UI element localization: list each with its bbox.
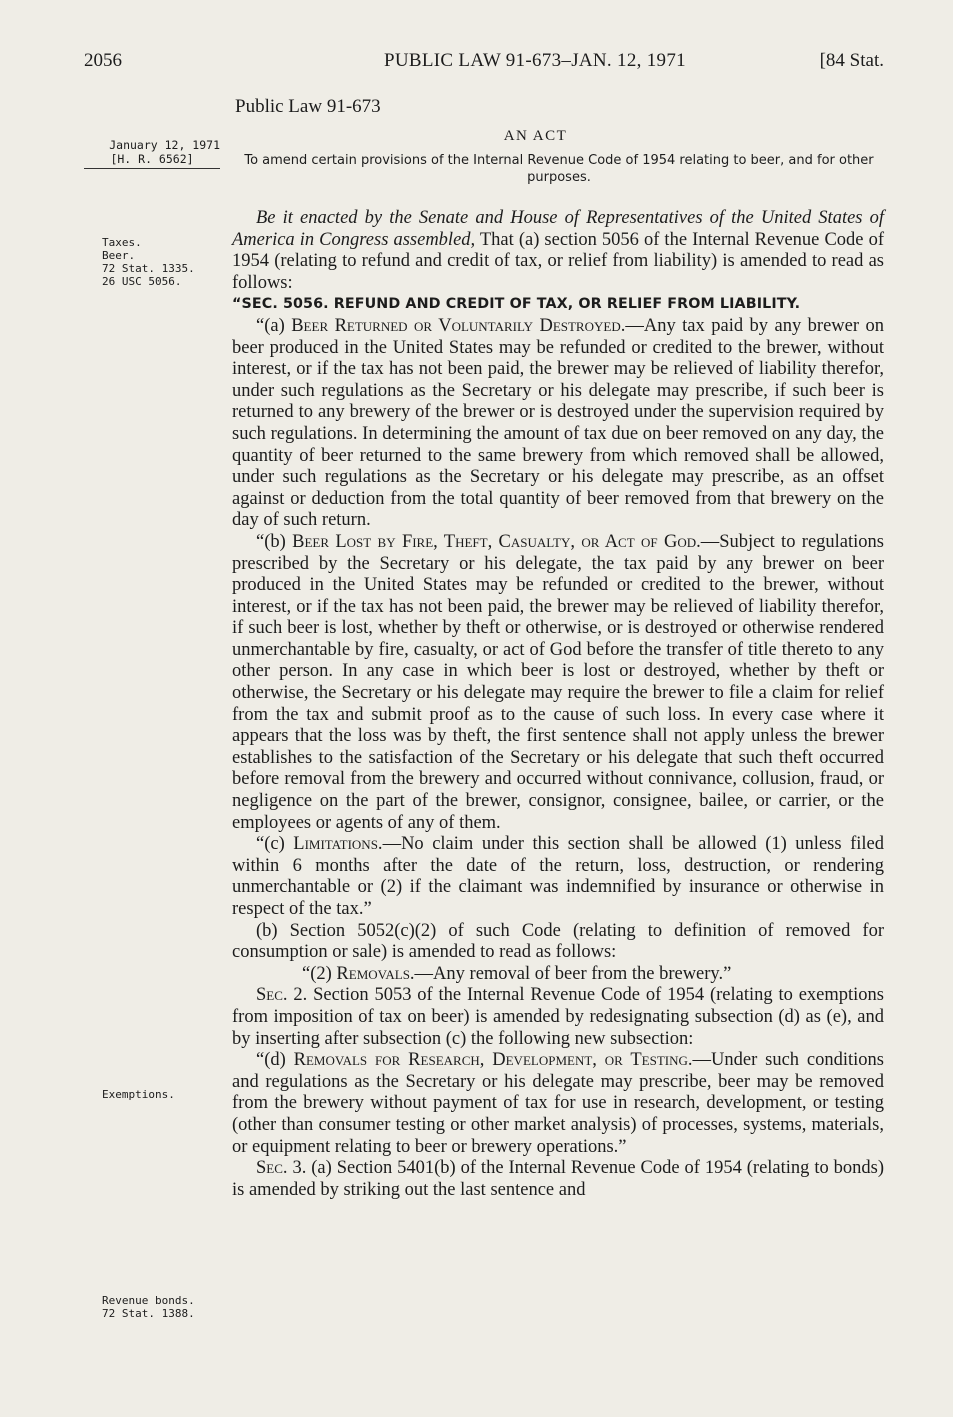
margin-line: Taxes. [102,236,142,249]
section-heading: “SEC. 5056. REFUND AND CREDIT OF TAX, OR RELIEF FROM LIABILITY. [232,296,801,313]
margin-note-taxes [102,236,195,288]
enacting-clause: Be it enacted by the Senate and House of Representatives of the United States of America in Congress assembled, That (a) section 5056 of the Internal Revenue Code of 1954 (relating to refund and credit of tax, or relief from liability) is amended to read as follows: [232,208,884,293]
law-title: Public Law 91-673 [235,96,381,117]
section-2: Sec. 2. Section 5053 of the Internal Revenue Code of 1954 (relating to exemptions from imposition of tax on beer) is amended by redesignating subsection (d) as (e), and by inserting after subsection (c) the following new subsection: [232,985,884,1049]
section-3: Sec. 3. (a) Section 5401(b) of the Internal Revenue Code of 1954 (relating to bonds) is amended by striking out the last sentence and [232,1158,884,1200]
enactment-date: January 12, 1971 [109,138,220,152]
subsection-c: “(c) Limitations.—No claim under this section shall be allowed (1) unless filed within 6 months after the date of the return, loss, destruction, or rendering unmerchantable or (2) if the claimant was indemnified by insurance or otherwise in respect of the tax.” [232,834,884,919]
enactment-date-block [84,138,220,169]
subsection-d: “(d) Removals for Research, Development, or Testing.—Under such conditions and regulations as the Secretary or his delegate may prescribe, beer may be removed from the brewery without payment of tax for use in research, development, or testing (other than consumer testing or other market analysis) of processes, systems, materials, or equipment relating to beer or brewery operations.” [232,1050,884,1157]
act-purpose: To amend certain provisions of the Internal Revenue Code of 1954 relating to beer, and for other purposes. [244,153,874,185]
margin-line: 72 Stat. 1335. [102,262,195,275]
subsection-title: Removals. [336,963,415,984]
margin-note-exemptions: Exemptions. [102,1088,175,1101]
running-head: PUBLIC LAW 91-673–JAN. 12, 1971 [384,50,686,71]
margin-line: Beer. [102,249,136,262]
bill-number: [H. R. 6562] [110,152,194,166]
subsection-title: Beer Lost by Fire, Theft, Casualty, or Act of God. [292,531,701,552]
running-header [84,50,884,78]
margin-line: 26 USC 5056. [102,275,182,288]
page-number: 2056 [84,50,122,71]
section-label: Sec. 2. [256,985,308,1006]
enacting-formula: Be it enacted by the Senate and House of Representatives of the United States of America in Congress assembled, [232,208,884,250]
subsection-title: Removals for Research, Development, or Testing. [293,1050,693,1071]
subsection-a: “(a) Beer Returned or Voluntarily Destroyed.—Any tax paid by any brewer on beer produced in the United States may be refunded or credited to the brewer, without interest, or if the tax has not been paid, the brewer may be relieved of liability therefor, under such regulations as the Secretary or his delegate may prescribe, if such beer is returned to any brewery of the brewer or is destroyed under the supervision required by such regulations. In determining the amount of tax due on beer removed on any day, the quantity of beer returned to the same brewery from which removed shall be allowed, under such regulations as the Secretary or his delegate may prescribe, as an offset against or deduction from the total quantity of beer removed from that brewery on the day of such return. [232,315,884,531]
statute-body [232,208,884,1201]
section-1b: (b) Section 5052(c)(2) of such Code (relating to definition of removed for consumption or sale) is amended to read as follows: [232,920,884,963]
margin-line: Revenue bonds. [102,1294,195,1307]
subsection-title: Beer Returned or Voluntarily Destroyed. [291,315,626,336]
volume-citation: [84 Stat. [819,50,884,71]
removals-definition: “(2) Removals.—Any removal of beer from the brewery.” [302,963,732,984]
subsection-title: Limitations. [293,834,383,855]
margin-line: 72 Stat. 1388. [102,1307,195,1320]
section-label: Sec. 3. [256,1158,307,1179]
margin-note-revenue-bonds [102,1294,195,1320]
act-label: AN ACT [503,128,568,144]
subsection-b: “(b) Beer Lost by Fire, Theft, Casualty, or Act of God.—Subject to regulations prescribed by the Secretary or his delegate, the tax paid by any brewer on beer produced in the United States may be refunded or credited to the brewer, without interest, or if the tax has not been paid, the brewer may be relieved of liability therefor, if such beer is lost, whether by theft or otherwise, or is destroyed or otherwise rendered unmerchantable by fire, casualty, or act of God before the transfer of title thereto to any other person. In any case in which beer is lost or destroyed, whether by theft or otherwise, the Secretary or his delegate may require the brewer to file a claim for relief from the tax and submit proof as to the cause of such loss. In every case where it appears that the loss was by theft, the first sentence shall not apply unless the brewer establishes to the satisfaction of the Secretary or his delegate that such theft occurred before removal from the brewery and occurred without connivance, collusion, fraud, or negligence on the part of the brewer, consignor, consignee, bailee, or carrier, or the employees or agents of any of them. [232,531,884,833]
